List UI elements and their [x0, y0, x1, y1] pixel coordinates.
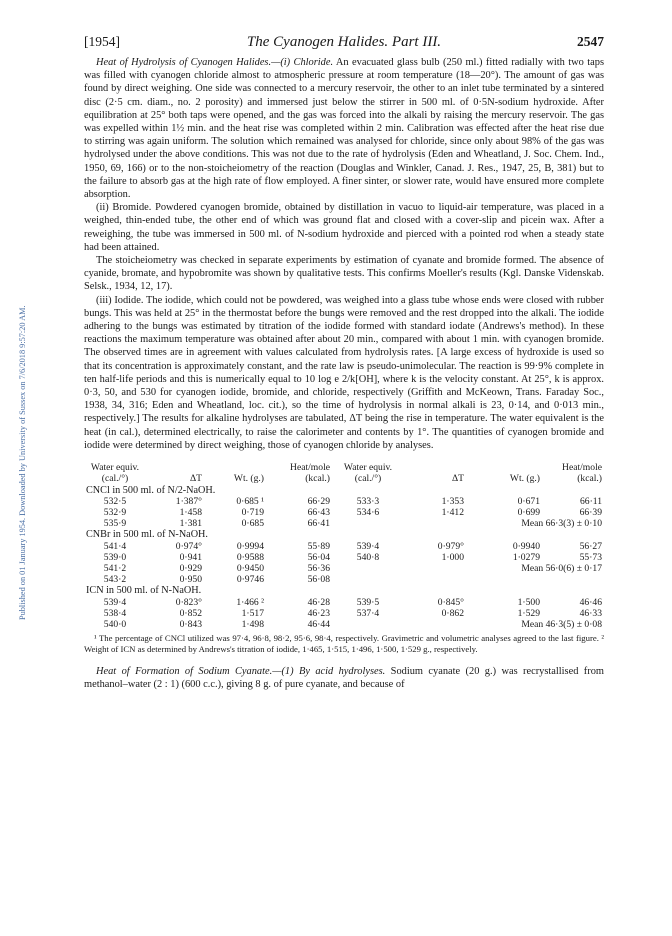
table-cell: 0·941 [179, 551, 202, 563]
table-row [84, 518, 604, 529]
table-cell: Wt. (g.) [233, 473, 264, 485]
table-row [84, 496, 604, 507]
table-cell: Heat/mole [562, 462, 602, 474]
table-cell: 532·5 [103, 495, 127, 507]
table-cell: 0·719 [241, 506, 264, 518]
table-cell [332, 574, 404, 585]
table-cell: (kcal.) [305, 473, 330, 485]
table-cell: 0·862 [441, 607, 464, 619]
table-row [84, 541, 604, 552]
table-cell: 539·4 [103, 596, 127, 608]
table-cell [332, 518, 404, 529]
table-cell: 1·500 [517, 596, 540, 608]
table-cell: 539·4 [356, 540, 380, 552]
table-cell: (cal./°) [101, 473, 129, 485]
group-label: ICN in 500 ml. of N-NaOH. [86, 585, 202, 597]
table-cell [146, 462, 204, 473]
table-cell [204, 462, 266, 473]
table-cell: 539·5 [356, 596, 380, 608]
table-cell: ΔT [189, 473, 202, 485]
table-cell: 46·44 [307, 618, 330, 630]
table-row [84, 473, 604, 484]
table-cell: 0·685 ¹ [236, 495, 264, 507]
paragraph-bromide: (ii) Bromide. Powdered cyanogen bromide, obtained by distillation in vacuo to liquid-air temperature, was placed in a weighed, thin-ended tube, the other end of which was ground flat and closed with a cover-slip and picein wax. After a reweighing, the tube was immersed in 500 ml. of N-sodium hydroxide and pierced with a pointed rod when a steady state had been attained. [84, 202, 604, 253]
table-group-title [84, 529, 604, 540]
table-cell: (cal./°) [354, 473, 382, 485]
table-row [84, 608, 604, 619]
table-cell: 534·6 [356, 506, 380, 518]
table-row [84, 597, 604, 608]
table-row [84, 563, 604, 574]
table-row [84, 552, 604, 563]
table-cell: 1·517 [241, 607, 264, 619]
table-cell: Water equiv. [343, 462, 393, 474]
table-cell: 1·466 ² [236, 596, 264, 608]
table-cell: 46·28 [307, 596, 330, 608]
table-cell: 537·4 [356, 607, 380, 619]
table-cell: 0·699 [517, 506, 540, 518]
table-cell: Mean 56·0(6) ± 0·17 [521, 562, 602, 574]
table-cell: 0·685 [241, 518, 264, 530]
table-cell: 66·39 [579, 506, 602, 518]
page [84, 34, 604, 692]
table-cell: 541·2 [103, 562, 127, 574]
table-cell: 0·950 [179, 574, 202, 586]
table-row [84, 507, 604, 518]
table-cell: 66·29 [307, 495, 330, 507]
table-cell: 66·43 [307, 506, 330, 518]
table-cell: 538·4 [103, 607, 127, 619]
journal-year: [1954] [84, 34, 120, 49]
table-cell: 0·9994 [236, 540, 264, 552]
table-cell [404, 518, 466, 529]
table-cell: Wt. (g.) [509, 473, 540, 485]
paragraph-stoicheiometry: The stoicheiometry was checked in separate experiments by estimation of cyanate and bromide formed. The absence of cyanide, bromate, and hypobromite was shown by qualitative tests. This confirms Moeller's results (Kgl. Danske Videnskab. Selsk., 1934, 12, 17). [84, 255, 604, 293]
table-cell [404, 563, 466, 574]
table-cell: 0·671 [517, 495, 540, 507]
download-watermark: Published on 01 January 1954. Downloaded by University of Sussex on 7/6/2018 9:57:20 AM. [18, 305, 27, 620]
table-cell: 535·9 [103, 518, 127, 530]
table-cell: 46·33 [579, 607, 602, 619]
table-cell: 66·11 [579, 495, 602, 507]
table-cell: 0·9746 [236, 574, 264, 586]
running-header [84, 34, 604, 56]
table-group-title [84, 585, 604, 596]
table-cell [542, 574, 604, 585]
table-cell: 1·412 [441, 506, 464, 518]
table-cell: 540·8 [356, 551, 380, 563]
table-cell: (kcal.) [577, 473, 602, 485]
table-cell: 541·4 [103, 540, 127, 552]
table-cell: 55·73 [579, 551, 602, 563]
page-number: 2547 [577, 34, 604, 49]
table-cell: 0·852 [179, 607, 202, 619]
table-cell: 1·381 [179, 518, 202, 530]
table-cell: 56·36 [307, 562, 330, 574]
paragraph-iodide: (iii) Iodide. The iodide, which could not be powdered, was weighed into a glass tube whose ends were closed with rubber bungs. This was held at 25° in the thermostat before the bungs were removed and the rest dropped into the alkali. The iodide adhering to the bungs was estimated by titration of the iodide formed with standard iodate (Andrews's method). In these reactions the maximum temperature was obtained after about 20 min., compared with about 1 min. with cyanogen bromide. The observed times are in agreement with values calculated from hydrolysis rates. [A large excess of hydroxide is used so that its concentration is approximately constant, and the rate law is pseudo-unimolecular. The reaction is 99·9% complete in ten half-life periods and this is numerically equal to 10 log e 2/k[OH], where k is the velocity constant. At 25°, k is approx. 0·3, 50, and 530 for cyanogen iodide, bromide, and chloride, respectively (Griffith and McKeown, Trans. Faraday Soc., 1938, 34, 316; Eden and Wheatland, loc. cit.), so the time of hydrolysis in normal alkali is 23, 0·14, and 0·013 min., respectively.] The results for alkaline hydrolyses are tabulated, ΔT being the rise in temperature. The water equivalent is the heat (in cal.), determined electrically, to raise the calorimeter and contents by 1°. The quantities of cyanogen bromide and iodide were determined by direct weighing, those of cyanogen chloride by analyses. [84, 294, 604, 451]
paragraph-sodium-cyanate: Heat of Formation of Sodium Cyanate.—(1) By acid hydrolyses. Sodium cyanate (20 g.) was recrystallised from methanol–water (2 : 1) (600 c.c.), giving 8 g. of pure cyanate, and because of [84, 666, 604, 691]
table-cell: 0·9588 [236, 551, 264, 563]
table-cell: 46·46 [579, 596, 602, 608]
table-row [84, 462, 604, 473]
table-cell: 543·2 [103, 574, 127, 586]
table-cell [332, 619, 404, 630]
table-cell [466, 462, 542, 473]
table-cell [404, 462, 466, 473]
table-cell: 1·498 [241, 618, 264, 630]
table-cell: 66·41 [307, 518, 330, 530]
table-group-title [84, 485, 604, 496]
table-cell: 0·843 [179, 618, 202, 630]
table-cell: 533·3 [356, 495, 380, 507]
running-title: The Cyanogen Halides. Part III. [246, 34, 442, 50]
table-cell: 0·974° [175, 540, 202, 552]
table-cell: 56·08 [307, 574, 330, 586]
table-cell: 1·0279 [512, 551, 540, 563]
table-footnote: ¹ The percentage of CNCl utilized was 97·4, 96·8, 98·2, 95·6, 98·4, respectively. Gravimetric and volumetric analyses agreed to the last figure. ² Weight of ICN as determined by Andrews's titration of iodide, 1·465, 1·515, 1·496, 1·500, 1·529 g., respectively. [84, 633, 604, 655]
results-table [84, 462, 604, 630]
table-cell: 539·0 [103, 551, 127, 563]
table-cell: Mean 66·3(3) ± 0·10 [521, 518, 602, 530]
table-cell: 46·23 [307, 607, 330, 619]
table-cell: ΔT [451, 473, 464, 485]
table-cell [404, 574, 466, 585]
table-row [84, 619, 604, 630]
group-label: CNBr in 500 ml. of N-NaOH. [86, 529, 208, 541]
table-cell: Heat/mole [290, 462, 330, 474]
table-cell [466, 574, 542, 585]
table-cell: 0·9450 [236, 562, 264, 574]
table-cell: Water equiv. [90, 462, 140, 474]
table-cell: 55·89 [307, 540, 330, 552]
table-cell [404, 619, 466, 630]
table-cell: 1·529 [517, 607, 540, 619]
table-cell: 56·04 [307, 551, 330, 563]
table-cell: 0·845° [437, 596, 464, 608]
table-cell: 0·9940 [512, 540, 540, 552]
table-row [84, 574, 604, 585]
table-cell: 1·000 [441, 551, 464, 563]
table-cell: 0·823° [175, 596, 202, 608]
table-cell: 1·353 [441, 495, 464, 507]
paragraph-chloride: Heat of Hydrolysis of Cyanogen Halides.—(i) Chloride. An evacuated glass bulb (250 ml.) fitted radially with two taps was filled with cyanogen chloride almost to atmospheric pressure at room temperature (18—20°). The amount of gas was found by direct weighing. One side was connected to a mercury reservoir, the other to an inlet tube terminated by a sintered disc (2·5 cm. diam., no. 2 porosity) and immersed just below the stirrer in 500 ml. of 0·5N-sodium hydroxide. After equilibration at 25° both taps were opened, and the gas was forced into the alkali by raising the mercury reservoir. The gas was expelled within 1½ min. and the heat rise was completed within 2 min. Calibration was effected after the heat rise due to stirring was again uniform. The solution which remained was analysed for chloride, since only about 98% of the gas was hydrolysed under the above conditions. This was not due to the rate of hydrolysis (Eden and Wheatland, J. Soc. Chem. Ind., 1950, 69, 166) or to the non-stoicheiometry of the reaction (Douglas and Winkler, Canad. J. Res., 1947, 25, B, 381) but to the failure to absorb gas at the high rate of flow employed. A finer sinter, or slower rate, would have ensured more complete absorption. [84, 57, 604, 201]
table-cell: 532·9 [103, 506, 127, 518]
table-cell: 0·979° [437, 540, 464, 552]
table-cell: 56·27 [579, 540, 602, 552]
table-cell: 0·929 [179, 562, 202, 574]
table-cell [332, 563, 404, 574]
table-cell: 1·458 [179, 506, 202, 518]
table-cell: 1·387° [175, 495, 202, 507]
group-label: CNCl in 500 ml. of N/2-NaOH. [86, 484, 216, 496]
table-cell: Mean 46·3(5) ± 0·08 [521, 618, 602, 630]
table-cell: 540·0 [103, 618, 127, 630]
